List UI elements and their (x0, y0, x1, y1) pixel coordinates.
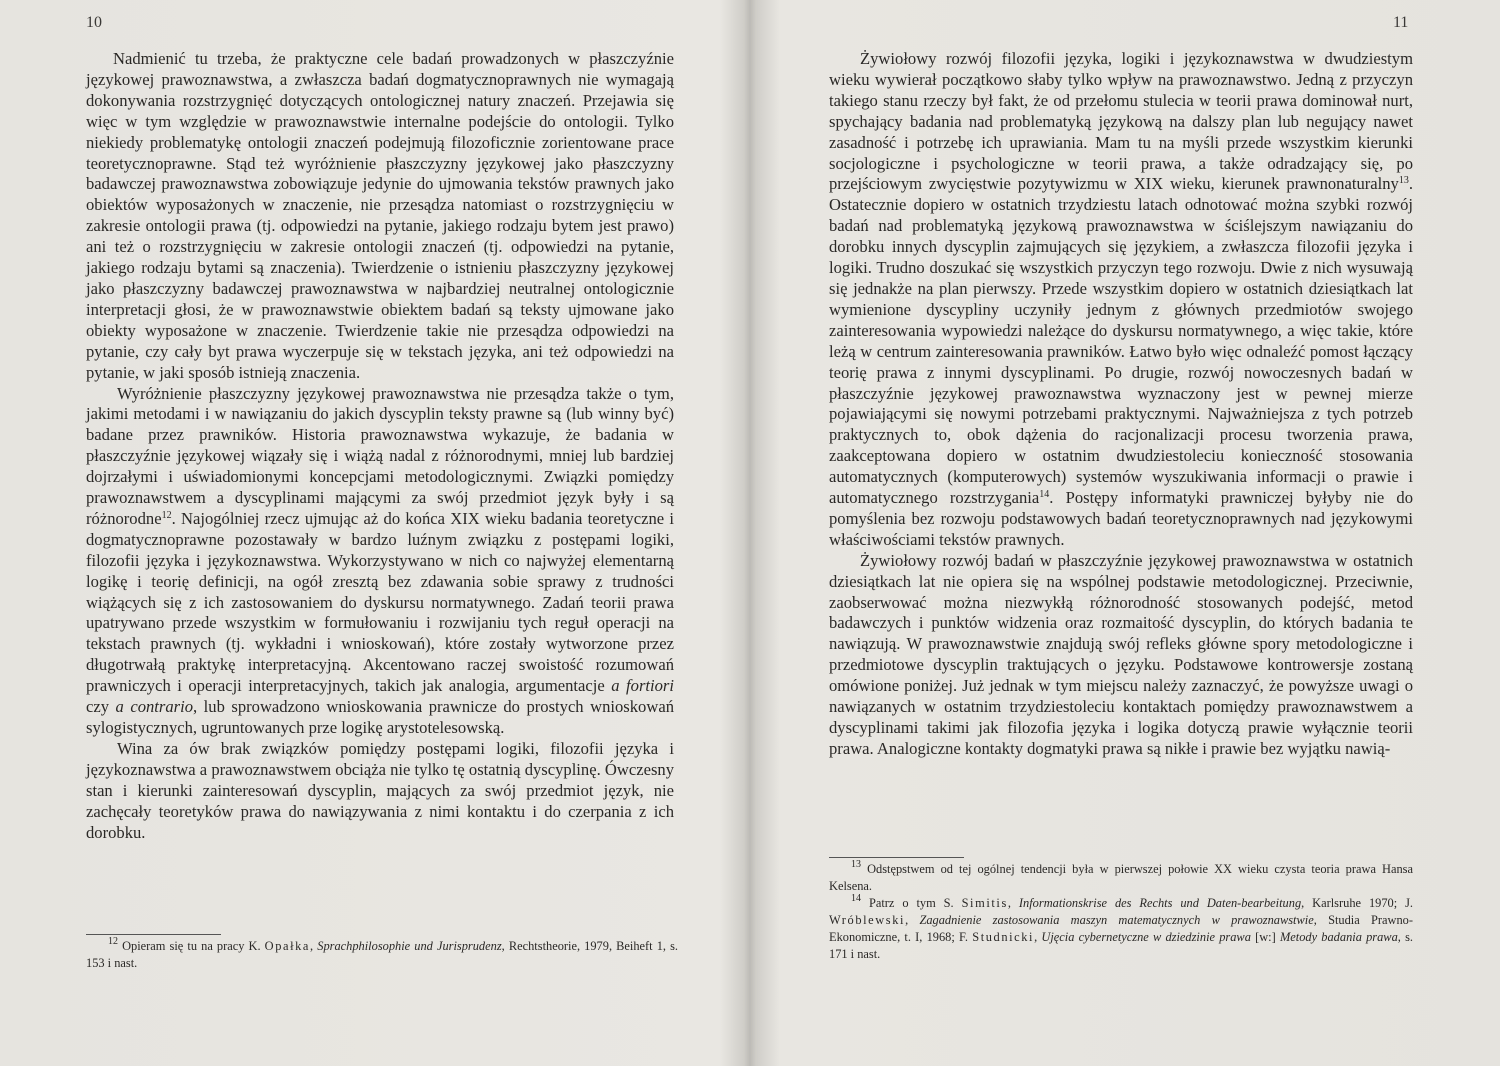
footnote-rule (86, 934, 221, 935)
paragraph: Żywiołowy rozwój filozofii języka, logiki i językoznawstwa w dwudziestym wieku wywierał początkowo słaby tylko wpływ na prawoznawstwo. Jedną z przyczyn takiego stanu rzeczy był fakt, że od przełomu stulecia w teorii prawa dominował nurt, spychający badania nad problematyką językową na dalszy plan lub negujący nawet zasadność i potrzebę ich uprawiania. Mam tu na myśli przede wszystkim kierunki socjologiczne i psychologiczne w teorii prawa, a także odradzający się, po przejściowym zwycięstwie pozytywizmu w XIX wieku, kierunek prawnonaturalny$^{13}$. Ostatecznie dopiero w ostatnich trzydziestu latach odnotować można szybki rozwój badań nad problematyką językową prawoznawstwa w ściślejszym nawiązaniu do dorobku innych dyscyplin zajmujących się językiem, a zwłaszcza filozofii języka i logiki. Trudno doszukać się wszystkich przyczyn tego rozwoju. Dwie z nich wysuwają się jednakże na plan pierwszy. Przede wszystkim dopiero w ostatnich dziesiątkach lat wymienione dyscypliny uczyniły jednym z głównych przedmiotów swojego zainteresowania wypowiedzi należące do dyskursu normatywnego, a więc takie, które leżą w centrum zainteresowania prawników. Łatwo było więc odnaleźć pomost łączący teorię prawa z innymi dyscyplinami. Po drugie, rozwój nowoczesnych badań w płaszczyźnie językowej prawoznawstwa wyznaczony jest w pewnej mierze pojawiającymi się nowymi potrzebami praktycznymi. Najważniejsza z tych potrzeb praktycznych to, obok dążenia do racjonalizacji procesu tworzenia prawa, zaakceptowana dopiero w ostatnim dwudziestoleciu konieczność stosowania automatycznych (komputerowych) systemów wyszukiwania informacji o prawie i automatycznego rozstrzygania$^{14}$. Postępy informatyki prawniczej byłyby nie do pomyślenia bez rozwoju podstawowych badań teoretycznoprawnych nad językowymi właściwościami tekstów prawnych. (829, 49, 1413, 549)
footnote-ref: 14 (1039, 489, 1050, 501)
footnote: $^{12}$ Opieram się tu na pracy K. Opałka, Sprachphilosophie und Jurisprudenz, Rechtstheorie, 1979, Beiheft 1, s. 153 i nast. (86, 936, 678, 970)
body-text (829, 49, 1413, 760)
body-text (86, 49, 674, 843)
paragraph: Wina za ów brak związków pomiędzy postępami logiki, filozofii języka i językoznawstwa a prawoznawstwem obciąża nie tylko tę ostatnią dyscyplinę. Ówczesny stan i kierunki zainteresowań dyscyplin, mających za swój przedmiot język, nie zachęcały teoretyków prawa do nawiązywania z nimi kontaktu i do czerpania z ich dorobku. (86, 738, 674, 842)
footnotes (86, 934, 678, 972)
footnote-ref: 13 (1398, 175, 1409, 187)
footnote: $^{14}$ Patrz o tym S. Simitis, Informationskrise des Rechts und Daten-bearbeitung, Karlsruhe 1970; J. Wróblewski, Zagadnienie zastosowania maszyn matematycznych w prawoznawstwie, Studia Prawno-Ekonomiczne, t. I, 1968; F. Studnicki, Ujęcia cybernetyczne w dziedzinie prawa [w:] Metody badania prawa, s. 171 i nast. (829, 893, 1414, 961)
paragraph: Wyróżnienie płaszczyzny językowej prawoznawstwa nie przesądza także o tym, jakimi metodami i w nawiązaniu do jakich dyscyplin teksty prawne są (lub winny być) badane przez prawników. Historia prawoznawstwa wykazuje, że badania w płaszczyźnie językowej wiązały się i wiążą nadal z różnorodnymi, mniej lub bardziej dojrzałymi i uświadomionymi koncepcjami metodologicznymi. Związki pomiędzy prawoznawstwem a dyscyplinami mającymi za swój przedmiot język były i są różnorodne$^{12}$. Najogólniej rzecz ujmując aż do końca XIX wieku badania teoretyczne i dogmatycznoprawne pozostawały w bardzo luźnym związku z postępami logiki, filozofii języka i językoznawstwa. Wykorzystywano w nich co najwyżej elementarną logikę i teorię definicji, na ogół zresztą bez zdawania sobie sprawy z trudności wiążących się z ich zastosowaniem do dyskursu normatywnego. Zadań teorii prawa upatrywano przede wszystkim w formułowaniu i rozwijaniu tych reguł operacji na tekstach prawnych (tj. wykładni i wnioskowań), które zostały wytworzone przez długotrwałą praktykę interpretacyjną. Akcentowano raczej swoistość rozumowań prawniczych i operacji interpretacyjnych, takich jak analogia, argumentacje a fortiori czy a contrario, lub sprowadzono wnioskowania prawnicze do prostych wnioskowań sylogistycznych, ugruntowanych prze logikę arystotelesowską. (86, 383, 674, 737)
paragraph: Żywiołowy rozwój badań w płaszczyźnie językowej prawoznawstwa w ostatnich dziesiątkach lat nie opiera się na wspólnej podstawie metodologicznej. Przeciwnie, zaobserwować można niezwykłą różnorodność stosowanych podejść, metod badawczych i punktów widzenia oraz rozmaitość dyscyplin, do których badania te nawiązują. W prawoznawstwie znajdują swój refleks główne spory metodologiczne i przedmiotowe dyscyplin traktujących o języku. Podstawowe kontrowersje zostaną omówione poniżej. Już jednak w tym miejscu należy zaznaczyć, że powyższe uwagi o nawiązanych w ostatnim trzydziestoleciu kontaktach pomiędzy prawoznawstwem a dyscyplinami takimi jak filozofia języka i logika dotyczą prawie wyłącznie teorii prawa. Analogiczne kontakty dogmatyki prawa są nikłe i prawie bez wyjątku nawią- (829, 550, 1413, 758)
footnotes (829, 857, 1413, 963)
footnote: $^{13}$ Odstępstwem od tej ogólnej tendencji była w pierwszej połowie XX wieku czysta teoria prawa Hansa Kelsena. (829, 859, 1413, 893)
footnote-rule (829, 857, 964, 858)
paragraph: Nadmienić tu trzeba, że praktyczne cele badań prowadzonych w płaszczyźnie językowej prawoznawstwa, a zwłaszcza badań dogmatycznoprawnych nie wymagają dokonywania rozstrzygnięć dotyczących ontologicznej natury znaczeń. Przejawia się więc w tym względzie w prawoznawstwie internalne podejście do ontologii. Tylko niekiedy problematykę ontologii znaczeń podejmują filozoficznie zorientowane prace teoretycznoprawne. Stąd też wyróżnienie płaszczyzny językowej jako płaszczyzny badawczej prawoznawstwa zobowiązuje jedynie do ujmowania tekstów prawnych jako obiektów wyposażonych w znaczenie, nie przesądza natomiast o rozstrzygnięciu w zakresie ontologii prawa (tj. odpowiedzi na pytanie, jakiego rodzaju bytem jest prawo) ani też o rozstrzygnięciu w zakresie ontologii znaczeń (tj. odpowiedzi na pytanie, jakiego rodzaju bytami są znaczenia). Twierdzenie o istnieniu płaszczyzny językowej jako płaszczyzny badawczej prawoznawstwa w najbardziej neutralnej ontologicznie interpretacji głosi, że w prawoznawstwie obiektem badań są teksty ujmowane jako obiekty wyposażone w znaczenie. Twierdzenie takie nie przesądza odpowiedzi na pytanie, czy cały byt prawa wyczerpuje się w tekstach języka, ani też odpowiedzi na pytanie, w jaki sposób istnieją znaczenia. (86, 49, 674, 382)
page-number: 10 (86, 14, 102, 31)
right-page (750, 0, 1500, 1066)
footnote-ref: 12 (161, 509, 172, 521)
page-number: 11 (1393, 14, 1409, 31)
